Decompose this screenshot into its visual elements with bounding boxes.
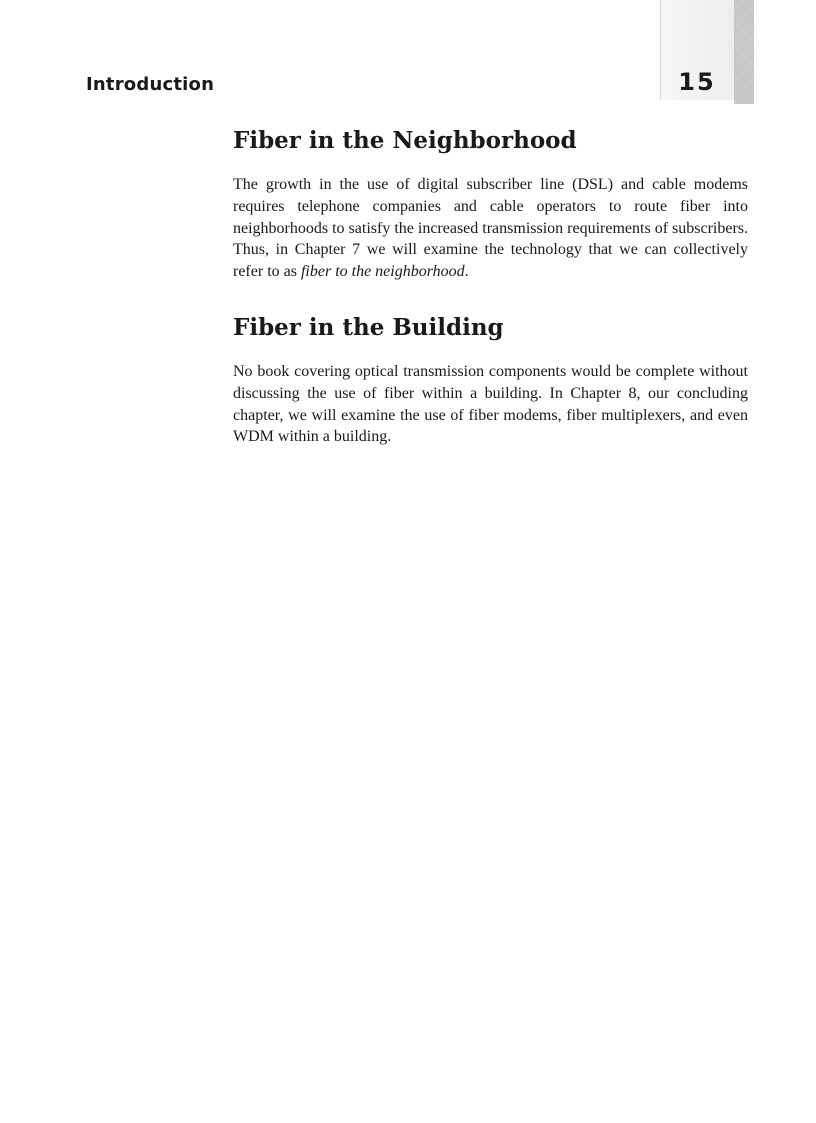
section-paragraph: No book covering optical transmission components would be complete without discussing the use of fiber within a building. In Chapter 8, our concluding chapter, we will examine the use of fiber modems, fiber multiplexers, and even WDM within a building.	[233, 362, 748, 446]
section-heading: Fiber in the Building	[233, 313, 504, 341]
section-paragraph	[233, 174, 748, 283]
italic-term: fiber to the neighborhood	[300, 263, 465, 281]
page-number: 15	[678, 68, 716, 96]
paragraph-end: .	[464, 263, 469, 281]
section-fiber-building	[233, 311, 748, 448]
page-edge-marker	[734, 0, 754, 104]
section-fiber-neighborhood	[233, 124, 748, 283]
section-heading: Fiber in the Neighborhood	[233, 127, 577, 154]
main-content	[233, 124, 748, 448]
paragraph-text: The growth in the use of digital subscriber line (DSL) and cable modems requires telephone companies and cable operators to route fiber into neighborhoods to satisfy the increased transmission requirements of subscribers. Thus, in Chapter 7 we will examine the technology that we can collectively refer to as	[233, 176, 748, 281]
running-header-title: Introduction	[86, 74, 215, 95]
